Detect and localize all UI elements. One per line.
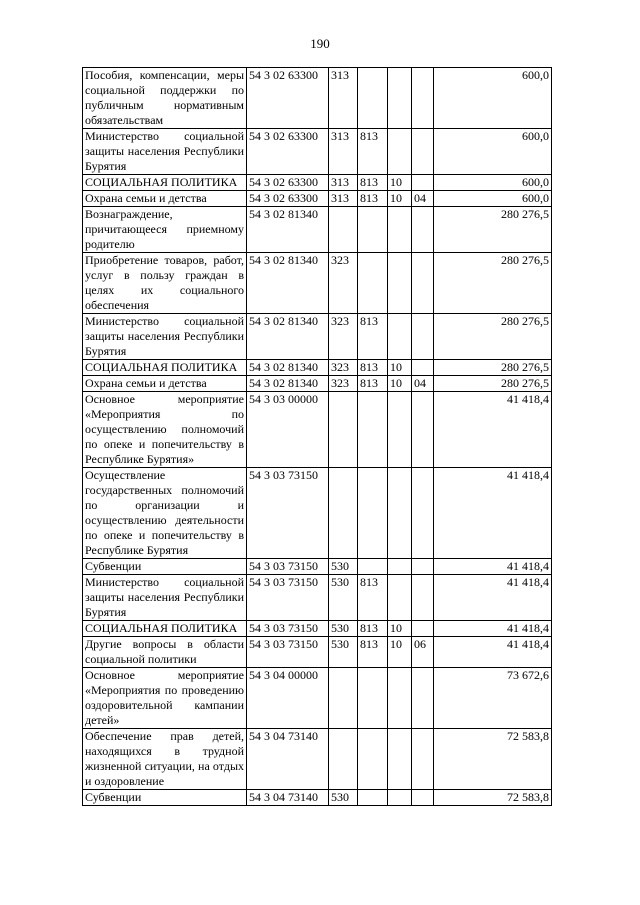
row-name-cell: Вознаграждение, причитающееся приемному родителю <box>83 207 247 253</box>
target-code-cell: 54 3 02 81340 <box>247 360 329 376</box>
expense-type-cell: 530 <box>329 575 358 621</box>
table-row <box>83 729 552 790</box>
subsection-code-cell <box>412 790 434 806</box>
row-name-cell: Субвенции <box>83 790 247 806</box>
section-code-cell: 10 <box>388 376 412 392</box>
target-code-cell: 54 3 02 63300 <box>247 129 329 175</box>
expense-type-cell <box>329 729 358 790</box>
table-row <box>83 376 552 392</box>
section-code-cell <box>388 575 412 621</box>
amount-cell: 600,0 <box>434 175 552 191</box>
row-name-cell: Другие вопросы в области социальной политики <box>83 637 247 668</box>
ministry-code-cell <box>358 790 388 806</box>
expense-type-cell: 530 <box>329 790 358 806</box>
section-code-cell <box>388 207 412 253</box>
amount-cell: 41 418,4 <box>434 559 552 575</box>
expense-type-cell <box>329 668 358 729</box>
table-row <box>83 175 552 191</box>
target-code-cell: 54 3 02 63300 <box>247 175 329 191</box>
row-name-cell: Пособия, компенсации, меры социальной поддержки по публичным нормативным обязательствам <box>83 68 247 129</box>
ministry-code-cell: 813 <box>358 175 388 191</box>
subsection-code-cell <box>412 68 434 129</box>
amount-cell: 600,0 <box>434 191 552 207</box>
section-code-cell: 10 <box>388 175 412 191</box>
section-code-cell <box>388 129 412 175</box>
amount-cell: 600,0 <box>434 68 552 129</box>
table-row <box>83 68 552 129</box>
table-row <box>83 621 552 637</box>
target-code-cell: 54 3 02 81340 <box>247 207 329 253</box>
budget-table <box>82 67 552 806</box>
expense-type-cell: 313 <box>329 68 358 129</box>
subsection-code-cell <box>412 314 434 360</box>
amount-cell: 41 418,4 <box>434 468 552 559</box>
table-row <box>83 468 552 559</box>
target-code-cell: 54 3 03 73150 <box>247 559 329 575</box>
subsection-code-cell <box>412 575 434 621</box>
target-code-cell: 54 3 02 81340 <box>247 253 329 314</box>
row-name-cell: Охрана семьи и детства <box>83 376 247 392</box>
row-name-cell: СОЦИАЛЬНАЯ ПОЛИТИКА <box>83 621 247 637</box>
amount-cell: 280 276,5 <box>434 376 552 392</box>
ministry-code-cell: 813 <box>358 314 388 360</box>
target-code-cell: 54 3 02 63300 <box>247 191 329 207</box>
table-row <box>83 253 552 314</box>
section-code-cell <box>388 253 412 314</box>
table-row <box>83 392 552 468</box>
amount-cell: 280 276,5 <box>434 314 552 360</box>
expense-type-cell: 530 <box>329 637 358 668</box>
ministry-code-cell <box>358 68 388 129</box>
target-code-cell: 54 3 03 73150 <box>247 621 329 637</box>
amount-cell: 72 583,8 <box>434 729 552 790</box>
row-name-cell: Охрана семьи и детства <box>83 191 247 207</box>
target-code-cell: 54 3 03 00000 <box>247 392 329 468</box>
row-name-cell: Основное мероприятие «Мероприятия по осуществлению полномочий по опеке и попечительству в Республике Бурятия» <box>83 392 247 468</box>
amount-cell: 41 418,4 <box>434 637 552 668</box>
ministry-code-cell: 813 <box>358 575 388 621</box>
table-row <box>83 314 552 360</box>
table-row <box>83 360 552 376</box>
amount-cell: 41 418,4 <box>434 392 552 468</box>
expense-type-cell: 323 <box>329 314 358 360</box>
table-row <box>83 129 552 175</box>
section-code-cell <box>388 68 412 129</box>
table-row <box>83 668 552 729</box>
target-code-cell: 54 3 02 63300 <box>247 68 329 129</box>
ministry-code-cell: 813 <box>358 129 388 175</box>
subsection-code-cell <box>412 668 434 729</box>
page-number: 190 <box>310 36 330 51</box>
subsection-code-cell: 04 <box>412 191 434 207</box>
row-name-cell: Приобретение товаров, работ, услуг в пользу граждан в целях их социального обеспечения <box>83 253 247 314</box>
ministry-code-cell <box>358 392 388 468</box>
subsection-code-cell <box>412 175 434 191</box>
ministry-code-cell <box>358 559 388 575</box>
subsection-code-cell <box>412 360 434 376</box>
target-code-cell: 54 3 04 73140 <box>247 729 329 790</box>
section-code-cell <box>388 392 412 468</box>
row-name-cell: СОЦИАЛЬНАЯ ПОЛИТИКА <box>83 360 247 376</box>
section-code-cell <box>388 314 412 360</box>
subsection-code-cell: 06 <box>412 637 434 668</box>
table-row <box>83 637 552 668</box>
amount-cell: 72 583,8 <box>434 790 552 806</box>
ministry-code-cell <box>358 729 388 790</box>
target-code-cell: 54 3 02 81340 <box>247 376 329 392</box>
section-code-cell <box>388 790 412 806</box>
section-code-cell <box>388 559 412 575</box>
expense-type-cell: 323 <box>329 360 358 376</box>
table-row <box>83 575 552 621</box>
row-name-cell: Основное мероприятие «Мероприятия по проведению оздоровительной кампании детей» <box>83 668 247 729</box>
row-name-cell: СОЦИАЛЬНАЯ ПОЛИТИКА <box>83 175 247 191</box>
ministry-code-cell <box>358 468 388 559</box>
ministry-code-cell: 813 <box>358 360 388 376</box>
subsection-code-cell: 04 <box>412 376 434 392</box>
section-code-cell: 10 <box>388 360 412 376</box>
ministry-code-cell: 813 <box>358 621 388 637</box>
row-name-cell: Министерство социальной защиты населения Республики Бурятия <box>83 314 247 360</box>
expense-type-cell: 313 <box>329 191 358 207</box>
section-code-cell: 10 <box>388 621 412 637</box>
row-name-cell: Субвенции <box>83 559 247 575</box>
subsection-code-cell <box>412 559 434 575</box>
target-code-cell: 54 3 03 73150 <box>247 637 329 668</box>
target-code-cell: 54 3 03 73150 <box>247 468 329 559</box>
section-code-cell <box>388 729 412 790</box>
amount-cell: 73 672,6 <box>434 668 552 729</box>
subsection-code-cell <box>412 207 434 253</box>
expense-type-cell: 530 <box>329 559 358 575</box>
subsection-code-cell <box>412 729 434 790</box>
section-code-cell <box>388 468 412 559</box>
expense-type-cell: 323 <box>329 376 358 392</box>
row-name-cell: Обеспечение прав детей, находящихся в трудной жизненной ситуации, на отдых и оздоровление <box>83 729 247 790</box>
ministry-code-cell <box>358 207 388 253</box>
expense-type-cell <box>329 392 358 468</box>
amount-cell: 280 276,5 <box>434 207 552 253</box>
row-name-cell: Министерство социальной защиты населения Республики Бурятия <box>83 129 247 175</box>
section-code-cell <box>388 668 412 729</box>
subsection-code-cell <box>412 129 434 175</box>
ministry-code-cell <box>358 253 388 314</box>
amount-cell: 41 418,4 <box>434 575 552 621</box>
expense-type-cell <box>329 207 358 253</box>
expense-type-cell <box>329 468 358 559</box>
amount-cell: 41 418,4 <box>434 621 552 637</box>
ministry-code-cell <box>358 668 388 729</box>
subsection-code-cell <box>412 621 434 637</box>
expense-type-cell: 313 <box>329 175 358 191</box>
ministry-code-cell: 813 <box>358 191 388 207</box>
section-code-cell: 10 <box>388 637 412 668</box>
table-row <box>83 207 552 253</box>
expense-type-cell: 323 <box>329 253 358 314</box>
subsection-code-cell <box>412 468 434 559</box>
section-code-cell: 10 <box>388 191 412 207</box>
expense-type-cell: 530 <box>329 621 358 637</box>
target-code-cell: 54 3 04 00000 <box>247 668 329 729</box>
table-row <box>83 559 552 575</box>
table-row <box>83 790 552 806</box>
target-code-cell: 54 3 02 81340 <box>247 314 329 360</box>
expense-type-cell: 313 <box>329 129 358 175</box>
target-code-cell: 54 3 03 73150 <box>247 575 329 621</box>
amount-cell: 600,0 <box>434 129 552 175</box>
amount-cell: 280 276,5 <box>434 253 552 314</box>
subsection-code-cell <box>412 392 434 468</box>
amount-cell: 280 276,5 <box>434 360 552 376</box>
ministry-code-cell: 813 <box>358 376 388 392</box>
ministry-code-cell: 813 <box>358 637 388 668</box>
subsection-code-cell <box>412 253 434 314</box>
table-row <box>83 191 552 207</box>
target-code-cell: 54 3 04 73140 <box>247 790 329 806</box>
row-name-cell: Осуществление государственных полномочий по организации и осуществлению деятельности по опеке и попечительству в Республике Бурятия <box>83 468 247 559</box>
row-name-cell: Министерство социальной защиты населения Республики Бурятия <box>83 575 247 621</box>
